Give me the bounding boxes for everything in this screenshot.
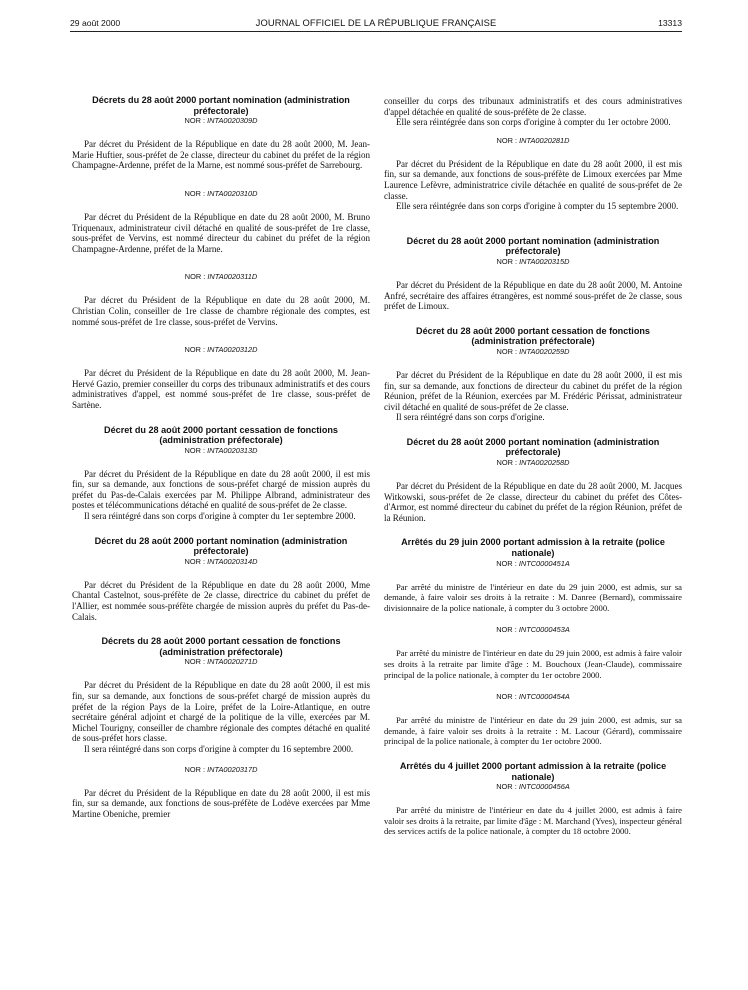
nor-code: INTC0000451A <box>518 558 570 568</box>
section-title: Décret du 28 août 2000 portant nomination (administration préfectorale) <box>406 436 660 458</box>
nor-label: NOR : <box>184 657 206 667</box>
arrete-paragraph: Par arrêté du ministre de l'intérieur en date du 29 juin 2000, est admis, sur sa demande, à faire valoir ses droits à la retraite : M. Lacour (Gérard), commissaire principal de la police nationale, à compter du 1er octobre 2000. <box>384 715 682 747</box>
section-title: Décret du 28 août 2000 portant cessation de fonctions (administration préfectorale) <box>416 325 650 347</box>
decree-paragraph: Par décret du Président de la République en date du 28 août 2000, M. Antoine Anfré, secrétaire des affaires étrangères, est nommé sous-préfet de 2e classe, sous préfet de Limoux. <box>384 279 682 312</box>
nor-label: NOR : <box>496 458 518 468</box>
section-title: Décret du 28 août 2000 portant nomination (administration préfectorale) <box>94 535 348 557</box>
nor-label: NOR : <box>184 764 206 774</box>
nor-code: INTA0020309D <box>207 116 258 126</box>
decree-paragraph: Par décret du Président de la République en date du 28 août 2000, M. Jean-Hervé Gazio, premier conseiller du corps des tribunaux administratifs et des cours administratives d'appel, est nommé sous-préfet de 1re classe, sous-préfet de Sartène. <box>72 368 370 410</box>
arrete-paragraph: Par arrêté du ministre de l'intérieur en date du 29 juin 2000, est admis, sur sa demande, à faire valoir ses droits à la retraite : M. Danree (Bernard), commissaire divisionnaire de la police nationale, à compter du 3 octobre 2000. <box>384 581 682 613</box>
nor-reference <box>384 136 682 146</box>
nor-code: INTA0020271D <box>207 657 258 667</box>
arrete-paragraph: Par arrêté du ministre de l'intérieur en date du 29 juin 2000, est admis à faire valoir ses droits à la retraite par limite d'âge : M. Bouchoux (Jean-Claude), commissaire principal de la police nationale, à compter du 1er octobre 2000. <box>384 648 682 680</box>
nor-reference <box>384 458 682 468</box>
decree-paragraph: Par décret du Président de la République en date du 28 août 2000, Mme Chantal Castelnot, sous-préfète de 2e classe, directrice du cabinet du préfet de l'Allier, est nommée sous-préfète chargée de mission auprès du préfet du Pas-de-Calais. <box>72 579 370 622</box>
left-column <box>72 95 370 819</box>
section-title: Arrêtés du 4 juillet 2000 portant admission à la retraite (police nationale) <box>399 760 667 782</box>
nor-label: NOR : <box>496 782 517 792</box>
nor-label: NOR : <box>496 692 517 702</box>
decree-paragraph: Par décret du Président de la République en date du 28 août 2000, il est mis fin, sur sa demande, aux fonctions de sous-préfète de Limoux exercées par Mme Laurence Lefèvre, administratrice civile détachée en qualité de sous-préfet de 2e classe. <box>384 158 682 201</box>
nor-code: INTC0000453A <box>518 625 570 635</box>
page-header <box>70 16 682 32</box>
decree-paragraph: Par décret du Président de la République en date du 28 août 2000, M. Jean-Marie Huftier, sous-préfet de 2e classe, directeur du cabinet du préfet de la région Champagne-Ardenne, préfet de la Marne, est nommé sous-préfet de Sarrebourg. <box>72 139 370 171</box>
decree-paragraph: Il sera réintégré dans son corps d'origine. <box>396 412 545 423</box>
decree-paragraph: Par décret du Président de la République en date du 28 août 2000, il est mis fin, sur sa demande, aux fonctions de directeur du cabinet du préfet de la région Réunion, préfet de la Réunion, exercées par M. Frédéric Périssat, administrateur civil détaché en qualité de sous-préfet de 2e classe. <box>384 369 682 412</box>
nor-label: NOR : <box>496 135 518 145</box>
nor-reference <box>384 692 682 702</box>
nor-reference <box>72 446 370 456</box>
header-date: 29 août 2000 <box>70 18 121 28</box>
nor-code: INTA0020315D <box>519 256 570 266</box>
header-journal-title: JOURNAL OFFICIEL DE LA RÉPUBLIQUE FRANÇAISE <box>255 17 497 28</box>
nor-reference <box>72 272 370 282</box>
decree-paragraph: Par décret du Président de la République en date du 28 août 2000, M. Bruno Triquenaux, administrateur civil détaché en qualité de sous-préfet de 1re classe, sous-préfet de Vervins, est nommé directeur du cabinet du préfet de la région Champagne-Ardenne, préfet de la Marne. <box>72 211 370 254</box>
decree-paragraph: Par décret du Président de la République en date du 28 août 2000, il est mis fin, sur sa demande, aux fonctions de sous-préfet chargé de mission auprès du préfet du Pas-de-Calais exercées par M. Philippe Albrand, administrateur des postes et télécommunications détaché en qualité de sous-préfet de 2e classe. <box>72 468 370 511</box>
decree-paragraph: Elle sera réintégrée dans son corps d'origine à compter du 1er octobre 2000. <box>396 117 671 128</box>
nor-code: INTA0020259D <box>519 346 570 356</box>
nor-code: INTA0020313D <box>207 445 258 455</box>
section-title: Arrêtés du 29 juin 2000 portant admission à la retraite (police nationale) <box>401 537 665 559</box>
nor-code: INTC0000456A <box>518 782 570 792</box>
nor-reference <box>384 782 682 792</box>
nor-label: NOR : <box>184 188 206 198</box>
nor-reference <box>72 345 370 355</box>
nor-code: INTA0020311D <box>207 272 258 282</box>
section-title: Décret du 28 août 2000 portant nomination (administration préfectorale) <box>406 235 660 257</box>
section-title: Décrets du 28 août 2000 portant cessation de fonctions (administration préfectorale) <box>101 636 341 657</box>
nor-label: NOR : <box>184 345 206 355</box>
nor-label: NOR : <box>496 346 518 356</box>
nor-code: INTA0020317D <box>207 764 258 774</box>
decree-paragraph: Par décret du Président de la République en date du 28 août 2000, il est mis fin, sur sa demande, aux fonctions de sous-préfet chargé de mission auprès du préfet de la région Pays de la Loire, préfet de la Loire-Atlantique, en outre secrétaire général adjoint et chargé de la politique de la ville, exercées par M. Michel Tourigny, conseiller de chambre régionale des comptes détaché en qualité de sous-préfet hors classe. <box>72 680 370 744</box>
nor-label: NOR : <box>184 556 206 566</box>
nor-code: INTA0020312D <box>207 345 258 355</box>
section-title: Décret du 28 août 2000 portant cessation de fonctions (administration préfectorale) <box>104 424 338 446</box>
nor-label: NOR : <box>496 625 517 635</box>
header-page-number: 13313 <box>658 18 682 28</box>
decree-paragraph: Par décret du Président de la République en date du 28 août 2000, il est mis fin, sur sa demande, aux fonctions de sous-préfète de Lodève exercées par Mme Martine Obeniche, premier <box>72 787 370 819</box>
nor-label: NOR : <box>184 445 206 455</box>
header-rule <box>70 31 682 32</box>
nor-code: INTA0020281D <box>519 135 570 145</box>
nor-code: INTA0020314D <box>207 556 258 566</box>
nor-reference <box>72 189 370 199</box>
section-title: Décrets du 28 août 2000 portant nomination (administration préfectorale) <box>92 95 350 116</box>
arrete-paragraph: Par arrêté du ministre de l'intérieur en date du 4 juillet 2000, est admis à faire valoir ses droits à la retraite, par limite d'âge : M. Marchand (Yves), inspecteur général des services actifs de la police nationale, à compter du 18 octobre 2000. <box>384 805 682 837</box>
nor-reference <box>72 116 370 126</box>
decree-paragraph: Il sera réintégré dans son corps d'origine à compter du 16 septembre 2000. <box>84 743 354 754</box>
nor-label: NOR : <box>496 558 517 568</box>
nor-label: NOR : <box>184 116 206 126</box>
decree-paragraph: conseiller du corps des tribunaux administratifs et des cours administratives d'appel détachée en qualité de sous-préfète de 2e classe. <box>384 96 682 117</box>
nor-code: INTA0020310D <box>207 188 258 198</box>
nor-reference <box>72 557 370 567</box>
nor-code: INTC0000454A <box>518 692 570 702</box>
decree-paragraph: Elle sera réintégrée dans son corps d'origine à compter du 15 septembre 2000. <box>396 201 679 212</box>
decree-paragraph: Par décret du Président de la République en date du 28 août 2000, M. Jacques Witkowski, sous-préfet de 2e classe, directeur du cabinet du préfet des Côtes-d'Armor, est nommé directeur du cabinet du préfet de la région Réunion, préfet de la Réunion. <box>384 481 682 523</box>
nor-reference <box>72 765 370 775</box>
decree-paragraph: Il sera réintégré dans son corps d'origine à compter du 1er septembre 2000. <box>84 511 356 522</box>
nor-label: NOR : <box>496 256 518 266</box>
nor-reference <box>384 625 682 635</box>
nor-reference <box>384 257 682 267</box>
decree-paragraph: Par décret du Président de la République en date du 28 août 2000, M. Christian Colin, conseiller de 1re classe de chambre régionale des comptes, est nommé sous-préfet de 1re classe, sous-préfet de Vervins. <box>72 295 370 327</box>
nor-code: INTA0020258D <box>519 458 570 468</box>
right-column <box>384 96 682 837</box>
nor-reference <box>72 657 370 667</box>
nor-reference <box>384 347 682 357</box>
nor-label: NOR : <box>184 272 206 282</box>
nor-reference <box>384 559 682 569</box>
